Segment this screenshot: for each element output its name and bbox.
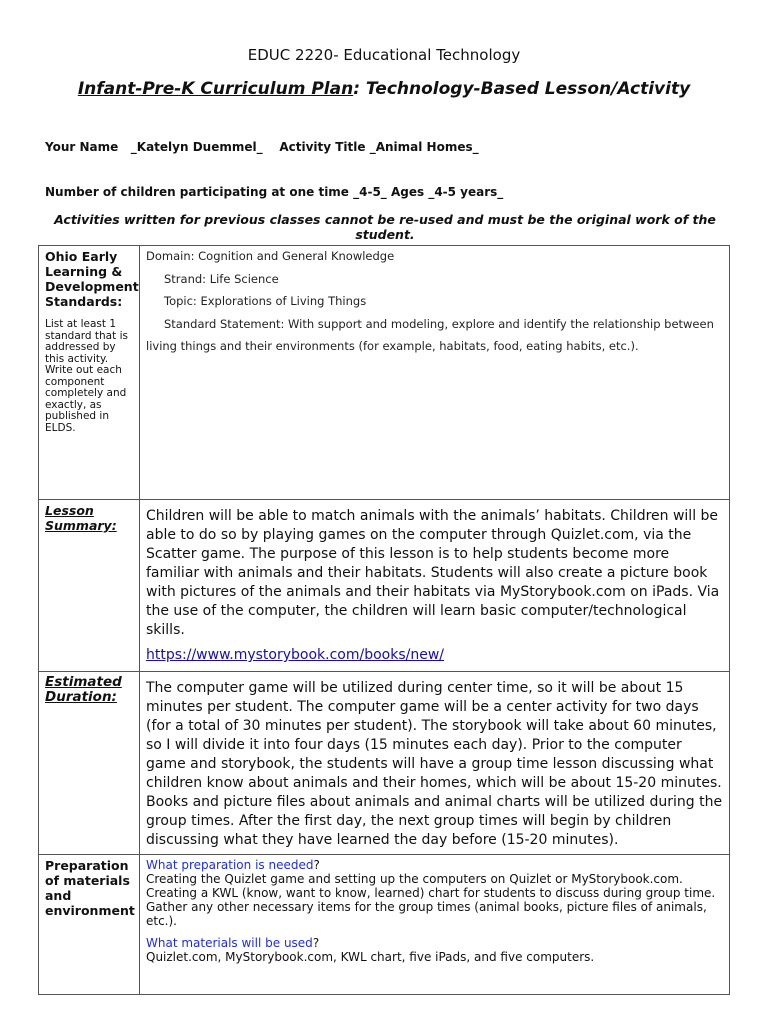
course-title: EDUC 2220- Educational Technology [247,46,521,64]
standard-domain: Domain: Cognition and General Knowledge [146,249,395,263]
materials-question-mark: ? [312,936,320,950]
preparation-question [146,858,723,872]
standard-statement: Standard Statement: With support and modeling, explore and identify the relationship between living things and their environments (for example, habitats, food, eating habits, etc.). [146,316,714,353]
summary-label: Lesson Summary: [45,503,117,533]
materials-question [146,936,723,950]
plan-title-main: Infant-Pre-K Curriculum Plan [77,79,354,99]
summary-text: Children will be able to match animals with the animals’ habitats. Children will be able to do so by playing games on the computer through Quizlet.com, via the Scatter game. The purpose of this lesson is to help students become more familiar with animals and their habitats. Students will also create a picture book with pictures of the animals and their habitats via MyStorybook.com on iPads. Via the use of the computer, the children will learn basic computer/technological skills. [146,508,720,638]
summary-row [39,500,730,672]
originality-notice: Activities written for previous classes cannot be re-used and must be the original work of the student. [54,212,716,242]
summary-label-cell [39,500,140,672]
preparation-label: Preparation of materials and environment [45,858,135,918]
preparation-question-text: What preparation is needed [146,858,314,872]
preparation-row [39,855,730,995]
standards-row [39,246,730,500]
curriculum-plan-table [38,245,730,995]
standard-topic: Topic: Explorations of Living Things [164,294,367,308]
standards-instructions: List at least 1 standard that is addressed by this activity. Write out each component completely and exactly, as published in ELDS. [45,318,128,434]
standards-label: Ohio Early Learning & Development Standards: [45,249,139,309]
name-title-line: Your Name _Katelyn Duemmel_ Activity Title _Animal Homes_ [45,140,479,154]
materials-question-text: What materials will be used [146,936,313,950]
duration-label-cell [39,672,140,855]
materials-answer: Quizlet.com, MyStorybook.com, KWL chart, five iPads, and five computers. [146,950,595,964]
preparation-label-cell [39,855,140,995]
duration-content-cell [140,672,730,855]
duration-label: Estimated Duration: [45,674,122,705]
summary-content-cell [140,500,730,672]
preparation-answer: Creating the Quizlet game and setting up the computers on Quizlet or MyStorybook.com. Creating a KWL (know, want to know, learned) chart for students to discuss during group time. Gather any other necessary items for the group times (animal books, picture files of animals, etc.). [146,872,716,928]
standards-label-cell [39,246,140,500]
duration-row [39,672,730,855]
standard-strand: Strand: Life Science [164,271,279,286]
plan-title [0,79,768,99]
preparation-question-mark: ? [313,858,320,872]
preparation-content-cell [140,855,730,995]
mystorybook-link[interactable]: https://www.mystorybook.com/books/new/ [146,647,444,663]
duration-text: The computer game will be utilized during center time, so it will be about 15 minutes per student. The computer game will be a center activity for two days (for a total of 30 minutes per student). The storybook will take about 60 minutes, so I will divide it into four days (15 minutes each day). Prior to the computer game and storybook, the students will have a group time lesson discussing what children know about animals and their homes, which will be about 15-20 minutes. Books and picture files about animals and animal charts will be utilized during the group times. After the first day, the next group times will begin by children discussing what they have learned the day before (15-20 minutes). [146,680,723,848]
standards-content-cell [140,246,730,500]
plan-title-sub: : Technology-Based Lesson/Activity [353,79,691,99]
participants-line: Number of children participating at one time _4-5_ Ages _4-5 years_ [45,185,504,199]
